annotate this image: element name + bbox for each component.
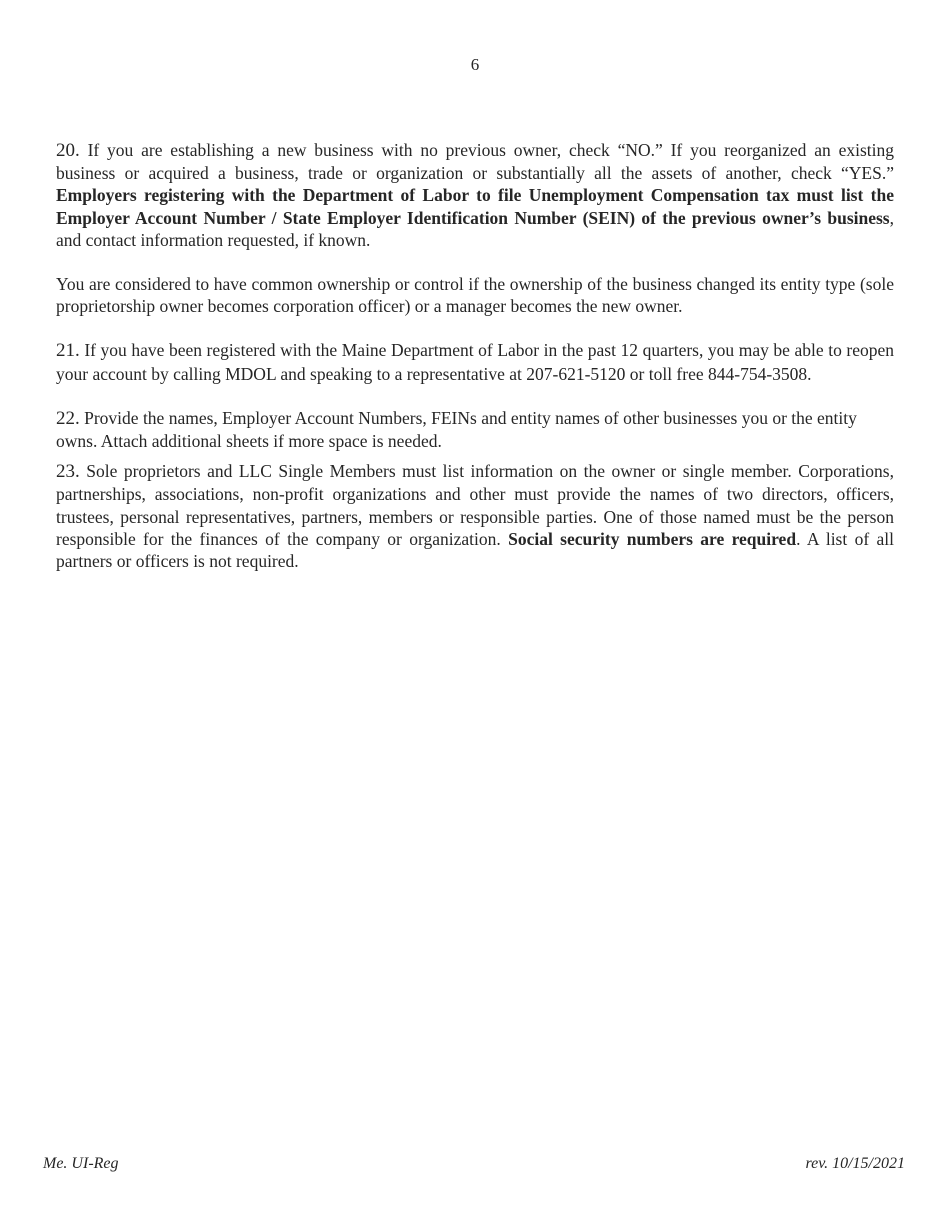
item-23-intro-text: Sole proprietors and LLC Single Members must list information on the owner or single member. Corporations, partnerships, associations, non-profit organizations and other must provide the names of two directors, officers, trustees, personal representatives, partners, members or responsible parties. One of those named must be the person responsible for the finances of the company or organization.	[56, 461, 894, 549]
item-23-end-text: . A list of all partners or officers is not required.	[56, 528, 894, 572]
common-ownership-paragraph: You are considered to have common ownership or control if the ownership of the business changed its entity type (sole proprietorship owner becomes corporation officer) or a manager becomes the new owner.	[56, 274, 894, 317]
item-23-bold-text: Social security numbers are required	[508, 528, 797, 549]
instructions-body	[56, 139, 894, 572]
item-21-paragraph	[56, 339, 894, 384]
item-23-number: 23.	[56, 461, 80, 483]
item-22-text: Provide the names, Employer Account Numbers, FEINs and entity names of other businesses you or the entity owns. Attach additional sheets if more space is needed.	[56, 407, 857, 452]
item-20-intro-text: If you are establishing a new business with no previous owner, check “NO.” If you reorganized an existing business or acquired a business, trade or organization or substantially all the assets of another, check “YES.”	[56, 140, 894, 184]
item-20-paragraph	[56, 139, 894, 251]
item-20-end-text: , and contact information requested, if known.	[56, 207, 894, 250]
item-22-number: 22.	[56, 407, 80, 429]
footer-form-name: Me. UI-Reg	[43, 1155, 119, 1172]
item-23-paragraph	[56, 460, 894, 572]
footer-revision-date: rev. 10/15/2021	[805, 1155, 905, 1172]
item-22-paragraph	[56, 407, 894, 452]
item-20-number: 20.	[56, 140, 80, 161]
item-20-bold-text: Employers registering with the Department of Labor to file Unemployment Compensation tax must list the Employer Account Number / State Employer Identification Number (SEIN) of the previous owner’s business	[56, 185, 894, 228]
item-21-text: If you have been registered with the Maine Department of Labor in the past 12 quarters, you may be able to reopen your account by calling MDOL and speaking to a representative at 207-621-5120 or toll free 844-754-3508.	[56, 340, 895, 384]
item-21-number: 21.	[56, 340, 80, 362]
page-number: 6	[470, 55, 480, 74]
